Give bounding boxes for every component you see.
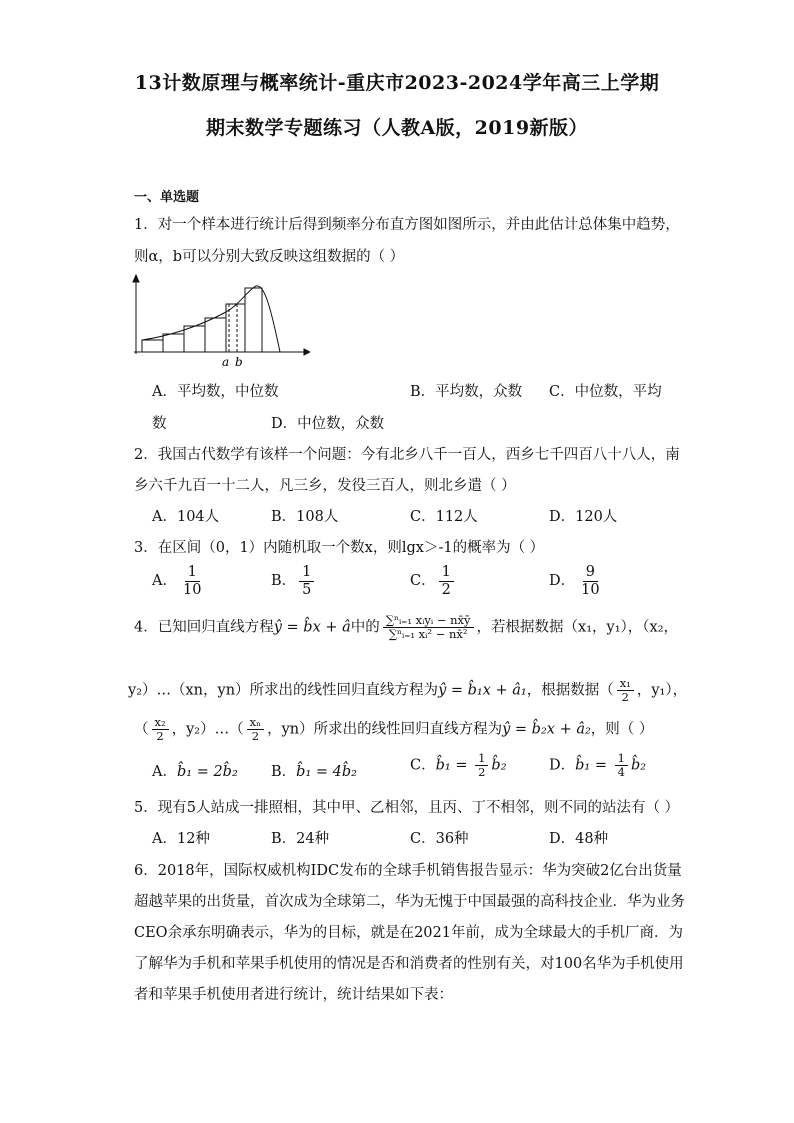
q1-line1: 1．对一个样本进行统计后得到频率分布直方图如图所示，并由此估计总体集中趋势， — [134, 217, 680, 233]
q5-option-c[interactable]: C．36种 — [410, 831, 469, 847]
fraction: $\frac{1}{10}$ — [182, 564, 202, 598]
q4-option-c[interactable]: C．b̂₁ = $\frac{1}{2}$ b̂₂ — [410, 751, 507, 780]
q6-line2: 超越苹果的出货量，首次成为全球第二，华为无愧于中国最强的高科技企业．华为业务 — [134, 894, 685, 910]
q6-line3: CEO余承东明确表示，华为的目标，就是在2021年前，成为全球最大的手机厂商．为 — [134, 925, 683, 941]
doc-title-line1: 13计数原理与概率统计-重庆市2023-2024学年高三上学期 — [134, 72, 660, 94]
q5-option-a[interactable]: A．12种 — [152, 831, 210, 847]
q1-option-c-cont: 数 — [152, 416, 167, 432]
x1-half: $\frac{\text{x₁}}{2}$ — [617, 677, 634, 704]
q4-line3: （ $\frac{\text{x₂}}{2}$ ，y₂）…（ $\frac{\text{xₙ}}{2}$ ，yn）所求出的线性回归直线方程为ŷ = b̂₂x + â₂，则（ ） — [134, 715, 654, 744]
section-heading: 一、单选题 — [134, 190, 200, 205]
hist-bar-2 — [163, 334, 184, 352]
q2-option-c[interactable]: C．112人 — [410, 509, 478, 525]
q4-line1: 4．已知回归直线方程ŷ = b̂x + â中的 $\frac{\text{∑ⁿᵢ₌₁ xᵢyᵢ − nx̄ȳ}}{\text{∑ⁿᵢ₌₁ xᵢ² − nx̄²}}$ ，若根据数据（x₁，y₁），（x₂， — [134, 613, 679, 642]
fraction: $\frac{1}{5}$ — [299, 564, 314, 598]
q2-line1: 2．我国古代数学有该样一个问题：今有北乡八千一百人，西乡七千四百八十八人，南 — [134, 447, 680, 463]
histogram-figure — [130, 274, 310, 368]
b-hat-formula: $\frac{\text{∑ⁿᵢ₌₁ xᵢyᵢ − nx̄ȳ}}{\text{∑ⁿᵢ₌₁ xᵢ² − nx̄²}}$ — [383, 614, 474, 641]
q2-option-d[interactable]: D．120人 — [549, 509, 618, 525]
q2-line2: 乡六千九百一十二人，凡三乡，发役三百人，则北乡遣（ ） — [134, 478, 516, 494]
label-b: b — [235, 355, 243, 368]
doc-title-line2: 期末数学专题练习（人教A版，2019新版） — [205, 117, 589, 139]
regression-eq-2: ŷ = b̂₂x + â₂ — [502, 721, 591, 738]
q6-line5: 者和苹果手机使用者进行统计，统计结果如下表： — [134, 987, 453, 1003]
q4-option-a[interactable]: A．b̂₁ = 2b̂₂ — [152, 764, 238, 780]
q4-option-d[interactable]: D．b̂₁ = $\frac{1}{4}$ b̂₂ — [549, 751, 647, 780]
q1-line2: 则α，b可以分别大致反映这组数据的（ ） — [134, 249, 405, 265]
fraction: $\frac{1}{2}$ — [439, 564, 454, 598]
regression-eq: ŷ = b̂x + â — [273, 619, 351, 636]
q1-option-a[interactable]: A．平均数，中位数 — [152, 384, 279, 400]
xn-half: $\frac{\text{xₙ}}{2}$ — [247, 716, 264, 743]
q6-line4: 了解华为手机和苹果手机使用的情况是否和消费者的性别有关，对100名华为手机使用 — [134, 956, 684, 972]
q2-option-a[interactable]: A．104人 — [152, 509, 220, 525]
q4-line2: y₂）…（xn，yn）所求出的线性回归直线方程为ŷ = b̂₁x + â₁，根据数据（ $\frac{\text{x₁}}{2}$ ，y₁）， — [128, 676, 688, 705]
q3-option-b[interactable] — [271, 564, 317, 598]
q5-option-d[interactable]: D．48种 — [549, 831, 609, 847]
fraction: $\frac{9}{10}$ — [581, 564, 600, 598]
option-letter: D． — [549, 573, 576, 590]
q3-option-c[interactable] — [410, 564, 457, 598]
q3-line1: 3．在区间（0，1）内随机取一个数x，则lgx＞-1的概率为（ ） — [134, 540, 545, 556]
q5-line1: 5．现有5人站成一排照相，其中甲、乙相邻，且丙、丁不相邻，则不同的站法有（ ） — [134, 800, 680, 816]
hist-bar-4 — [205, 318, 226, 352]
q1-option-d[interactable]: D．中位数，众数 — [271, 416, 385, 432]
q3-option-d[interactable] — [549, 564, 606, 598]
q6-line1: 6．2018年，国际权威机构IDC发布的全球手机销售报告显示：华为突破2亿台出货量 — [134, 863, 682, 879]
q5-option-b[interactable]: B．24种 — [271, 831, 330, 847]
q4-option-b[interactable]: B．b̂₁ = 4b̂₂ — [271, 764, 357, 780]
q3-option-a[interactable] — [152, 564, 207, 598]
hist-bar-3 — [184, 326, 205, 352]
hist-bar-6 — [245, 288, 262, 352]
q1-option-b[interactable]: B．平均数，众数 — [410, 384, 523, 400]
label-a: a — [222, 355, 230, 368]
option-letter: C． — [410, 573, 436, 590]
regression-eq-1: ŷ = b̂₁x + â₁ — [438, 682, 527, 699]
q1-option-c[interactable]: C．中位数，平均 — [549, 384, 662, 400]
hist-bar-1 — [142, 340, 163, 352]
x2-half: $\frac{\text{x₂}}{2}$ — [152, 716, 169, 743]
q2-option-b[interactable]: B．108人 — [271, 509, 339, 525]
option-letter: A． — [152, 573, 177, 590]
option-letter: B． — [271, 573, 297, 590]
